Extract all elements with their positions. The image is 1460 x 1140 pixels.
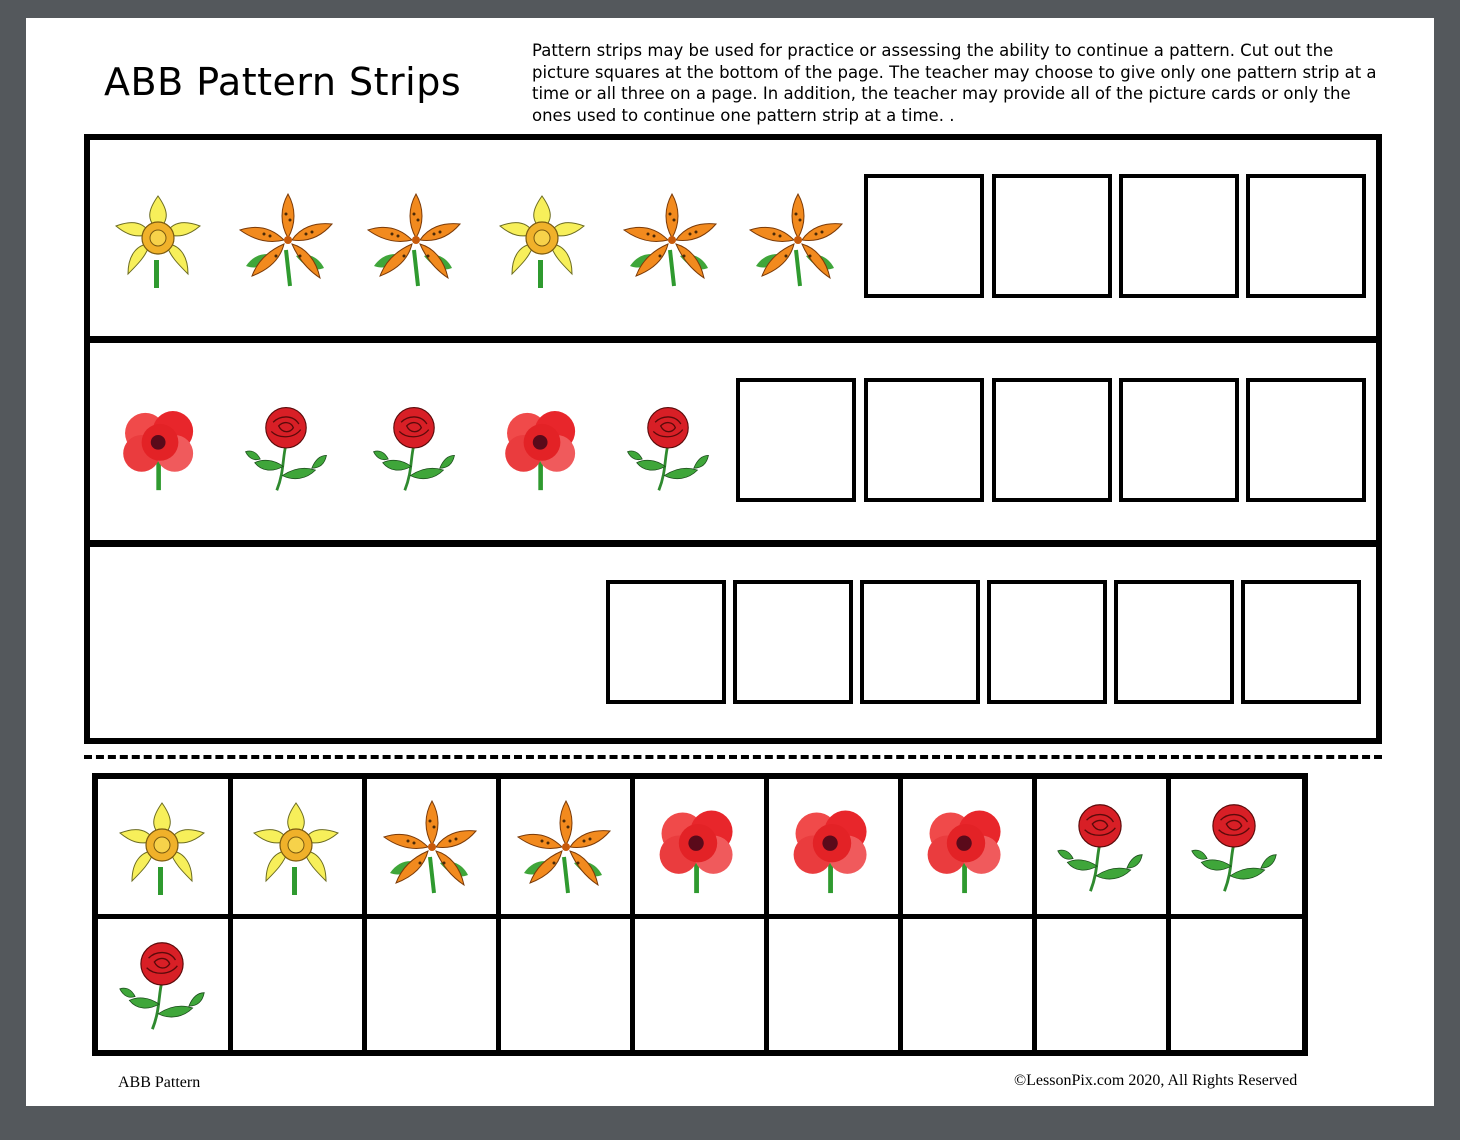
daffodil-icon (112, 797, 212, 897)
card-grid-line (362, 779, 367, 1050)
daffodil-icon (492, 188, 592, 292)
empty-pattern-box (1246, 174, 1366, 298)
empty-pattern-box (606, 580, 726, 704)
lily-icon (514, 797, 614, 897)
card-grid-line (630, 779, 635, 1050)
copyright-notice: ©LessonPix.com 2020, All Rights Reserved (1014, 1072, 1298, 1089)
empty-pattern-box (736, 378, 856, 502)
strip-divider (90, 540, 1376, 547)
empty-pattern-box (987, 580, 1107, 704)
instructions-text: Pattern strips may be used for practice or assessing the ability to continue a pattern. Cut out the picture squares at the bottom of the page. The teacher may choose to give only one pattern strip at a time or all three on a page. In addition, the teacher may provide all of the picture cards or only the ones used to continue one pattern strip at a time. . (532, 41, 1377, 125)
cut-line (84, 755, 1382, 759)
rose-icon (1052, 797, 1148, 897)
lily-icon (746, 188, 846, 292)
card-grid-line (898, 779, 903, 1050)
footer-label: ABB Pattern (118, 1074, 201, 1091)
rose-icon (1186, 797, 1282, 897)
poppy-icon (114, 396, 206, 496)
card-grid-line (496, 779, 501, 1050)
rose-icon (368, 398, 460, 498)
empty-pattern-box (992, 378, 1112, 502)
picture-cards (92, 773, 1308, 1056)
daffodil-icon (108, 188, 208, 292)
poppy-icon (918, 797, 1014, 897)
page-title: ABB Pattern Strips (104, 60, 462, 104)
card-grid-line (1032, 779, 1037, 1050)
card-grid-line (98, 914, 1302, 919)
lily-icon (236, 188, 336, 292)
rose-icon (114, 935, 210, 1035)
rose-icon (622, 398, 714, 498)
card-grid-line (228, 779, 233, 1050)
empty-pattern-box (992, 174, 1112, 298)
empty-pattern-box (1119, 174, 1239, 298)
empty-pattern-box (864, 174, 984, 298)
lily-icon (620, 188, 720, 292)
lily-icon (380, 797, 480, 897)
poppy-icon (784, 797, 880, 897)
daffodil-icon (246, 797, 346, 897)
pattern-strips (84, 134, 1382, 744)
card-grid-line (1166, 779, 1171, 1050)
empty-pattern-box (1114, 580, 1234, 704)
lily-icon (364, 188, 464, 292)
poppy-icon (650, 797, 746, 897)
empty-pattern-box (1241, 580, 1361, 704)
empty-pattern-box (1119, 378, 1239, 502)
rose-icon (240, 398, 332, 498)
empty-pattern-box (860, 580, 980, 704)
strip-divider (90, 336, 1376, 343)
card-grid-line (764, 779, 769, 1050)
poppy-icon (496, 396, 588, 496)
empty-pattern-box (733, 580, 853, 704)
empty-pattern-box (864, 378, 984, 502)
worksheet-page (26, 18, 1434, 1106)
empty-pattern-box (1246, 378, 1366, 502)
